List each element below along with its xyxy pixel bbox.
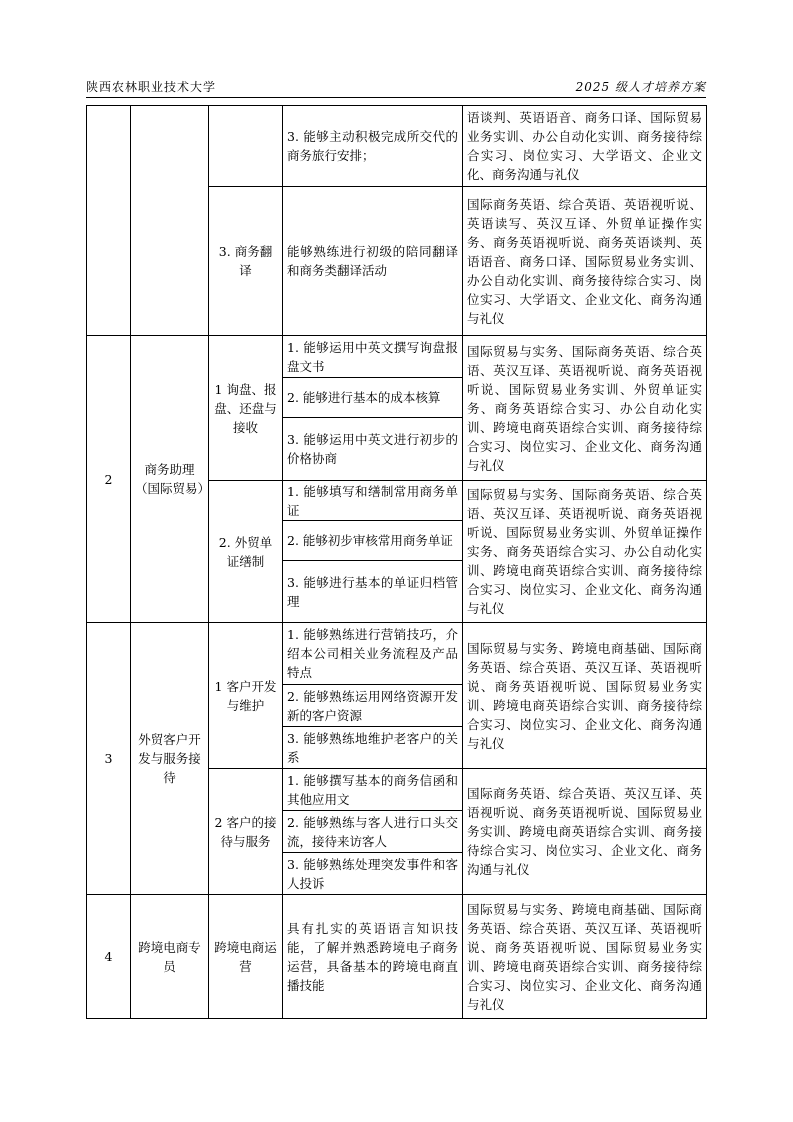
post-name: 外贸客户开发与服务接待 xyxy=(131,623,209,895)
plan-title: 2025 级人才培养方案 xyxy=(575,80,706,94)
course-cell: 国际贸易与实务、国际商务英语、综合英语、英汉互译、英语视听说、商务英语视听说、国际贸易业务实训、外贸单证实务、商务英语综合实习、办公自动化实训、跨境电商英语综合实训、商务接待综合实习、岗位实习、企业文化、商务沟通与礼仪 xyxy=(463,336,707,481)
page-header xyxy=(86,78,706,96)
no-cell-continued xyxy=(87,106,131,336)
post-name: 商务助理（国际贸易） xyxy=(131,336,209,623)
course-cell: 国际贸易与实务、跨境电商基础、国际商务英语、综合英语、英汉互译、英语视听说、商务英语视听说、国际贸易业务实训、跨境电商英语综合实训、商务接待综合实习、岗位实习、企业文化、商务沟通与礼仪 xyxy=(463,895,707,1019)
ability-cell: 能够熟练进行初级的陪同翻译和商务类翻译活动 xyxy=(283,187,463,336)
ability-cell: 具有扎实的英语语言知识技能，了解并熟悉跨境电子商务运营，具备基本的跨境电商直播技能 xyxy=(283,895,463,1019)
course-cell: 国际贸易与实务、跨境电商基础、国际商务英语、综合英语、英汉互译、英语视听说、商务英语视听说、国际贸易业务实训、跨境电商英语综合实训、商务接待综合实习、岗位实习、企业文化、商务沟通与礼仪 xyxy=(463,623,707,769)
ability-cell: 1. 能够填写和缮制常用商务单证 xyxy=(283,481,463,521)
ability-cell: 2. 能够初步审核常用商务单证 xyxy=(283,521,463,561)
table-row xyxy=(87,623,707,685)
ability-cell: 3. 能够熟练地维护老客户的关系 xyxy=(283,727,463,769)
ability-cell: 1. 能够熟练进行营销技巧，介绍本公司相关业务流程及产品特点 xyxy=(283,623,463,685)
course-cell: 国际商务英语、综合英语、英汉互译、英语视听说、商务英语视听说、国际贸易业务实训、跨境电商英语综合实训、商务接待综合实习、岗位实习、企业文化、商务沟通与礼仪 xyxy=(463,769,707,895)
ability-cell: 2. 能够进行基本的成本核算 xyxy=(283,378,463,418)
course-cell: 国际商务英语、综合英语、英语视听说、英语读写、英汉互译、外贸单证操作实务、商务英语视听说、商务英语谈判、英语语音、商务口译、国际贸易业务实训、办公自动化实训、商务接待综合实习、岗位实习、大学语文、企业文化、商务沟通与礼仪 xyxy=(463,187,707,336)
table-row xyxy=(87,895,707,1019)
ability-cell: 3. 能够主动积极完成所交代的商务旅行安排； xyxy=(283,106,463,187)
row-number: 4 xyxy=(87,895,131,1019)
post-name: 跨境电商专员 xyxy=(131,895,209,1019)
ability-cell: 3. 能够进行基本的单证归档管理 xyxy=(283,561,463,623)
course-cell: 语谈判、英语语音、商务口译、国际贸易业务实训、办公自动化实训、商务接待综合实习、岗位实习、大学语文、企业文化、商务沟通与礼仪 xyxy=(463,106,707,187)
header-rule xyxy=(86,97,706,98)
ability-cell: 2. 能够熟练运用网络资源开发新的客户资源 xyxy=(283,685,463,727)
ability-cell: 1. 能够运用中英文撰写询盘报盘文书 xyxy=(283,336,463,378)
row-number: 2 xyxy=(87,336,131,623)
task-cell-continued xyxy=(209,106,283,187)
task-cell: 2. 外贸单证缮制 xyxy=(209,481,283,623)
ability-cell: 3. 能够运用中英文进行初步的价格协商 xyxy=(283,418,463,481)
curriculum-table xyxy=(86,105,707,1019)
task-cell: 1 询盘、报盘、还盘与接收 xyxy=(209,336,283,481)
task-cell: 2 客户的接待与服务 xyxy=(209,769,283,895)
ability-cell: 2. 能够熟练与客人进行口头交流，接待来访客人 xyxy=(283,811,463,853)
table-row xyxy=(87,336,707,378)
task-cell: 3. 商务翻译 xyxy=(209,187,283,336)
task-cell: 跨境电商运营 xyxy=(209,895,283,1019)
ability-cell: 1. 能够撰写基本的商务信函和其他应用文 xyxy=(283,769,463,811)
course-cell: 国际贸易与实务、国际商务英语、综合英语、英汉互译、英语视听说、商务英语视听说、国际贸易业务实训、外贸单证操作实务、商务英语综合实习、办公自动化实训、跨境电商英语综合实训、商务接待综合实习、岗位实习、企业文化、商务沟通与礼仪 xyxy=(463,481,707,623)
school-name: 陕西农林职业技术大学 xyxy=(86,80,217,94)
ability-cell: 3. 能够熟练处理突发事件和客人投诉 xyxy=(283,853,463,895)
task-cell: 1 客户开发与维护 xyxy=(209,623,283,769)
row-number: 3 xyxy=(87,623,131,895)
post-cell-continued xyxy=(131,106,209,336)
table-row xyxy=(87,106,707,187)
